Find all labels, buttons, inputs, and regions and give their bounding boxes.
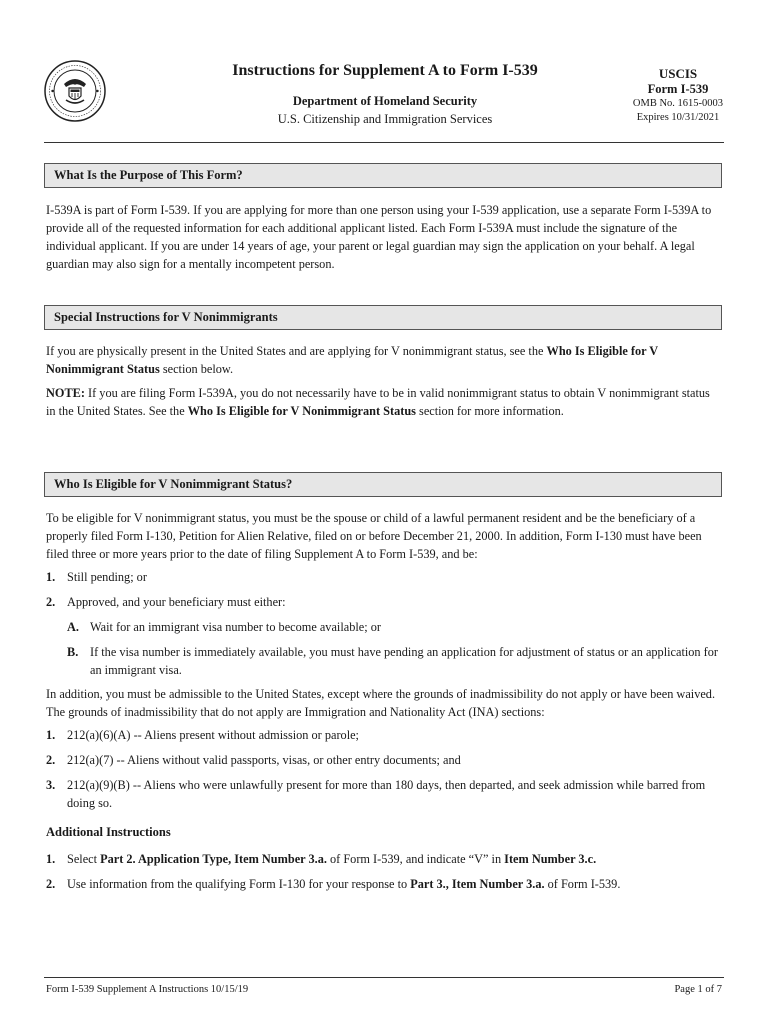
list-item-number: 1. <box>46 570 56 584</box>
department-name: Department of Homeland Security <box>292 94 478 108</box>
list-item-number: 1. <box>46 728 56 742</box>
list-item-number: 2. <box>46 595 56 609</box>
section-heading-special: Special Instructions for V Nonimmigrants <box>44 305 722 330</box>
purpose-paragraph: I-539A is part of Form I-539. If you are applying for more than one person using your I-539 application, use a separate Form I-539A to provide all of the requested information for each additional applicant listed. Each Form I-539A must include the signature of the individual applicant. If you are under 14 years of age, your parent or legal guardian may sign the application on your behalf. A legal guardian may also sign for a mentally incompetent person. <box>46 203 712 271</box>
additional-instructions-heading: Additional Instructions <box>46 825 171 839</box>
eligibility-intro: To be eligible for V nonimmigrant status, you must be the spouse or child of a lawful permanent resident and be the beneficiary of a properly filed Form I-130, Petition for Alien Relative, filed on or before December 21, 2000. In addition, Form I-130 must have been filed three or more years prior to the date of filing Supplement A to Form I-539, and be: <box>46 511 702 561</box>
section-heading-purpose: What Is the Purpose of This Form? <box>44 163 722 188</box>
list-item: Still pending; or <box>67 570 147 584</box>
omb-number: OMB No. 1615-0003 <box>632 98 724 109</box>
list-item-number: 3. <box>46 778 56 792</box>
header-divider <box>44 142 724 143</box>
list-item: 212(a)(6)(A) -- Aliens present without admission or parole; <box>67 728 359 742</box>
dhs-seal-icon <box>44 60 106 122</box>
list-item-number: 2. <box>46 877 56 891</box>
eligibility-reference: Who Is Eligible for V Nonimmigrant Status <box>187 404 416 418</box>
list-item: 212(a)(7) -- Aliens without valid passports, visas, or other entry documents; and <box>67 753 461 767</box>
list-item-number: 2. <box>46 753 56 767</box>
footer-divider <box>44 977 724 978</box>
special-note: NOTE: If you are filing Form I-539A, you do not necessarily have to be in valid nonimmigrant status to obtain V nonimmigrant status in the United States. See the Who Is Eligible for V Nonimmigrant Status section for more information. <box>46 386 710 418</box>
note-label: NOTE: <box>46 386 85 400</box>
list-item: Select Part 2. Application Type, Item Number 3.a. of Form I-539, and indicate “V” in Item Number 3.c. <box>67 852 597 866</box>
list-item: Approved, and your beneficiary must either: <box>67 595 286 609</box>
document-title: Instructions for Supplement A to Form I-539 <box>232 62 538 79</box>
eligibility-reference: Who Is Eligible for V Nonimmigrant Status <box>46 344 658 376</box>
form-number: Form I-539 <box>647 82 709 96</box>
footer-form-edition: Form I-539 Supplement A Instructions 10/15/19 <box>46 984 249 995</box>
sub-item: Wait for an immigrant visa number to become available; or <box>90 620 381 634</box>
special-paragraph: If you are physically present in the United States and are applying for V nonimmigrant status, see the Who Is Eligible for V Nonimmigrant Status section below. <box>46 344 658 376</box>
list-item: Use information from the qualifying Form I-130 for your response to Part 3., Item Number 3.a. of Form I-539. <box>67 877 621 891</box>
agency-name: U.S. Citizenship and Immigration Services <box>277 112 493 126</box>
section-heading-eligible: Who Is Eligible for V Nonimmigrant Status? <box>44 472 722 497</box>
expiration-date: Expires 10/31/2021 <box>636 112 720 123</box>
admissibility-paragraph: In addition, you must be admissible to the United States, except where the grounds of inadmissibility do not apply or have been waived. The grounds of inadmissibility that do not apply are Immigration and Nationality Act (INA) sections: <box>46 687 716 719</box>
list-item: 212(a)(9)(B) -- Aliens who were unlawfully present for more than 180 days, then departed, and seek admission while barred from doing so. <box>67 778 706 810</box>
footer-page-number: Page 1 of 7 <box>674 984 722 995</box>
uscis-label: USCIS <box>658 66 698 81</box>
sub-item: If the visa number is immediately available, you must have pending an application for adjustment of status or an application for an immigrant visa. <box>90 645 718 677</box>
form-id-block <box>612 66 744 125</box>
sub-item-letter: A. <box>67 620 79 634</box>
sub-item-letter: B. <box>67 645 79 659</box>
list-item-number: 1. <box>46 852 56 866</box>
